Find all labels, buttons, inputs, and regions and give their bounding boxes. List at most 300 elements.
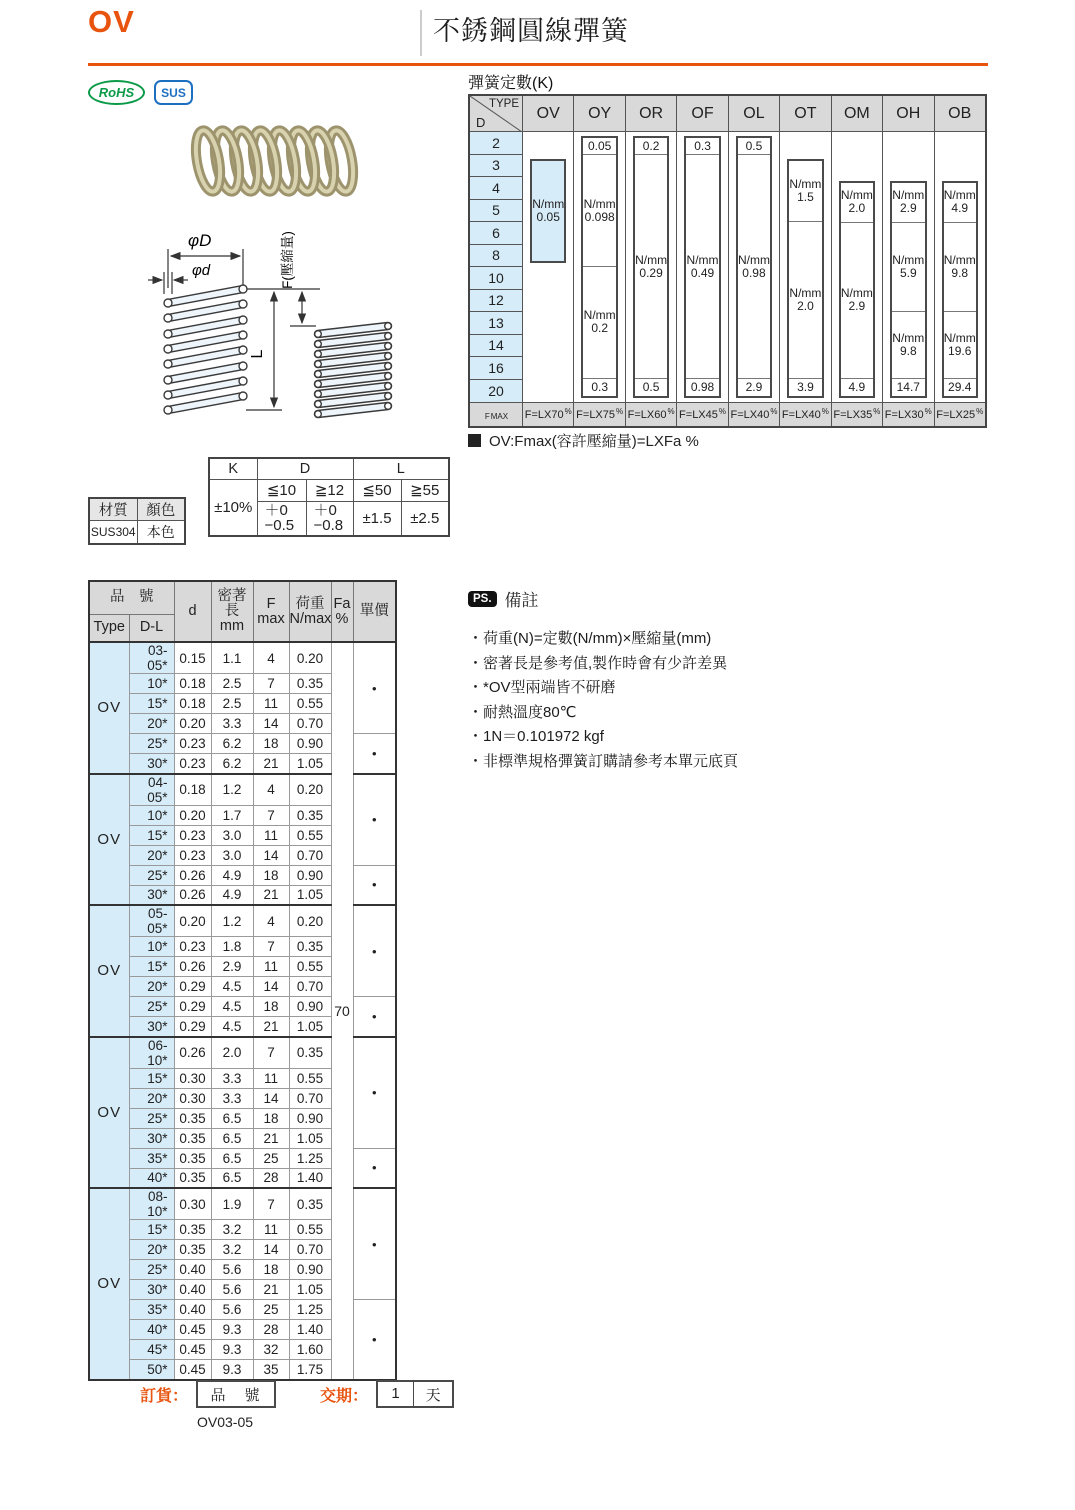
wire-dia-cell: 0.35 xyxy=(174,1148,211,1168)
f-max-cell: 11 xyxy=(253,1068,289,1088)
wire-dia-cell: 0.26 xyxy=(174,957,211,977)
solid-length-cell: 2.5 xyxy=(211,694,253,714)
type-column-ob xyxy=(934,132,985,402)
solid-length-header: 密著長 mm xyxy=(211,581,253,642)
f-max-cell: 11 xyxy=(253,1220,289,1240)
constant-bar-ob xyxy=(942,181,978,398)
wire-dia-cell: 0.18 xyxy=(174,674,211,694)
fmax-footnote-text: OV:Fmax(容許壓縮量)=LXFa % xyxy=(489,433,699,450)
title-divider xyxy=(420,10,422,56)
load-max-cell: 1.05 xyxy=(289,1128,331,1148)
solid-length-cell: 6.5 xyxy=(211,1148,253,1168)
note-item: ・荷重(N)=定數(N/mm)×壓縮量(mm) xyxy=(468,630,712,647)
solid-length-cell: 6.2 xyxy=(211,754,253,774)
compression-label: F(壓縮量) xyxy=(280,231,295,289)
tolerance-table xyxy=(208,457,450,537)
constant-segment: N/mm 2.9 xyxy=(841,222,873,378)
note-item: ・1N＝0.101972 kgf xyxy=(468,728,604,745)
dl-subheader: D-L xyxy=(129,614,174,642)
price-dot-cell: • xyxy=(353,1148,396,1188)
type-column-oh xyxy=(882,132,933,402)
d-value: 3 xyxy=(470,155,522,178)
type-header-om: OM xyxy=(831,96,882,131)
type-subheader: Type xyxy=(89,614,129,642)
wire-dia-cell: 0.23 xyxy=(174,845,211,865)
order-row xyxy=(140,1380,454,1408)
part-number-cell: 30* xyxy=(129,754,174,774)
type-header-oy: OY xyxy=(573,96,624,131)
constant-segment: N/mm 9.8 xyxy=(944,222,976,311)
delivery-box xyxy=(376,1380,454,1408)
wire-dia-cell: 0.23 xyxy=(174,937,211,957)
ps-badge: PS. xyxy=(468,591,497,607)
f-max-cell: 28 xyxy=(253,1168,289,1188)
constant-segment: 0.2 xyxy=(642,138,660,153)
part-number-cell: 15* xyxy=(129,825,174,845)
f-max-cell: 4 xyxy=(253,642,289,674)
fmax-value: F=LX25 % xyxy=(934,403,985,426)
f-max-cell: 14 xyxy=(253,714,289,734)
f-max-cell: 7 xyxy=(253,1188,289,1220)
d-value: 5 xyxy=(470,200,522,223)
load-max-cell: 1.05 xyxy=(289,1280,331,1300)
notes-title: 備註 xyxy=(504,591,539,610)
page-title: 不銹鋼圓線彈簧 xyxy=(433,16,629,46)
part-number-cell: 45* xyxy=(129,1340,174,1360)
d-value: 12 xyxy=(470,290,522,313)
fmax-value: F=LX40 % xyxy=(728,403,779,426)
price-dot-cell: • xyxy=(353,1037,396,1149)
wire-dia-cell: 0.20 xyxy=(174,714,211,734)
load-max-cell: 0.70 xyxy=(289,1240,331,1260)
type-header-ot: OT xyxy=(779,96,830,131)
solid-length-cell: 9.3 xyxy=(211,1320,253,1340)
solid-length-cell: 4.5 xyxy=(211,1017,253,1037)
order-example: OV03-05 xyxy=(197,1414,254,1430)
fmax-value: F=LX40 % xyxy=(779,403,830,426)
part-number-cell: 03-05* xyxy=(129,642,174,674)
f-max-cell: 21 xyxy=(253,885,289,905)
wire-dia-cell: 0.35 xyxy=(174,1240,211,1260)
solid-length-cell: 6.2 xyxy=(211,734,253,754)
f-max-cell: 4 xyxy=(253,774,289,806)
load-max-cell: 0.90 xyxy=(289,1108,331,1128)
constant-segment: N/mm 2.0 xyxy=(789,221,821,377)
type-column-ot xyxy=(779,132,830,402)
constant-segment: N/mm 2.0 xyxy=(840,188,873,216)
solid-length-cell: 1.2 xyxy=(211,905,253,937)
tol-l-value-1: ±1.5 xyxy=(353,501,401,536)
length-label: L xyxy=(249,349,266,359)
f-max-cell: 21 xyxy=(253,1128,289,1148)
load-max-cell: 1.60 xyxy=(289,1340,331,1360)
part-number-cell: 08-10* xyxy=(129,1188,174,1220)
load-max-cell: 1.25 xyxy=(289,1300,331,1320)
price-dot-cell: • xyxy=(353,905,396,997)
load-max-cell: 0.90 xyxy=(289,997,331,1017)
tol-l-cond-2: ≧55 xyxy=(401,479,449,501)
product-table xyxy=(88,580,397,1381)
price-dot-cell: • xyxy=(353,774,396,866)
part-number-cell: 15* xyxy=(129,957,174,977)
corner-d-label: D xyxy=(476,115,486,130)
wire-dia-cell: 0.29 xyxy=(174,977,211,997)
rohs-badge: RoHS xyxy=(88,80,145,105)
constant-bar-oh xyxy=(890,181,926,398)
type-cell: OV xyxy=(89,1188,129,1380)
solid-length-cell: 4.9 xyxy=(211,865,253,885)
type-header-ob: OB xyxy=(934,96,985,131)
constant-segment: N/mm 1.5 xyxy=(789,176,822,204)
f-max-cell: 21 xyxy=(253,1280,289,1300)
type-header-ol: OL xyxy=(728,96,779,131)
spring-constant-body xyxy=(470,132,985,402)
part-number-cell: 25* xyxy=(129,997,174,1017)
constant-bar-om xyxy=(839,181,875,398)
load-max-cell: 1.05 xyxy=(289,754,331,774)
constant-segment: N/mm 0.098 xyxy=(583,154,615,266)
wire-dia-cell: 0.18 xyxy=(174,774,211,806)
delivery-days: 1 xyxy=(378,1382,414,1406)
constant-segment: N/mm 2.9 xyxy=(892,188,925,216)
f-max-cell: 35 xyxy=(253,1360,289,1380)
wire-dia-cell: 0.45 xyxy=(174,1340,211,1360)
part-number-cell: 20* xyxy=(129,977,174,997)
load-max-cell: 1.75 xyxy=(289,1360,331,1380)
wire-dia-header: d xyxy=(174,581,211,642)
f-max-cell: 14 xyxy=(253,1240,289,1260)
constant-segment: 0.05 xyxy=(587,138,612,153)
solid-length-cell: 2.0 xyxy=(211,1037,253,1069)
wire-dia-cell: 0.35 xyxy=(174,1220,211,1240)
part-number-cell: 25* xyxy=(129,865,174,885)
part-number-cell: 25* xyxy=(129,1260,174,1280)
fmax-value: F=LX45 % xyxy=(676,403,727,426)
fa-percent-cell: 70 xyxy=(331,642,353,1380)
part-number-cell: 04-05* xyxy=(129,774,174,806)
constant-segment: N/mm 0.2 xyxy=(583,266,615,378)
load-max-cell: 0.55 xyxy=(289,1220,331,1240)
wire-dia-cell: 0.29 xyxy=(174,1017,211,1037)
constant-bar-ot xyxy=(787,159,823,399)
note-item: ・耐熱溫度80℃ xyxy=(468,703,577,721)
f-max-cell: 11 xyxy=(253,825,289,845)
solid-length-cell: 5.6 xyxy=(211,1260,253,1280)
f-max-cell: 18 xyxy=(253,734,289,754)
load-max-cell: 0.70 xyxy=(289,977,331,997)
spring-constant-header xyxy=(470,96,985,132)
load-max-cell: 0.55 xyxy=(289,825,331,845)
table-row xyxy=(89,642,396,674)
part-number-cell: 15* xyxy=(129,1068,174,1088)
part-number-cell: 05-05* xyxy=(129,905,174,937)
f-max-cell: 7 xyxy=(253,674,289,694)
tol-d-value-1: ＋0 −0.5 xyxy=(257,501,306,536)
note-item: ・密著長是參考值,製作時會有少許差異 xyxy=(468,654,728,672)
f-header: F max xyxy=(253,581,289,642)
wire-dia-cell: 0.20 xyxy=(174,805,211,825)
f-max-cell: 7 xyxy=(253,805,289,825)
fmax-footnote xyxy=(468,430,699,451)
wire-dia-cell: 0.40 xyxy=(174,1280,211,1300)
solid-length-cell: 5.6 xyxy=(211,1280,253,1300)
solid-length-cell: 3.0 xyxy=(211,825,253,845)
d-value: 13 xyxy=(470,312,522,335)
type-column-of xyxy=(676,132,727,402)
load-max-cell: 0.90 xyxy=(289,1260,331,1280)
constant-segment: 0.98 xyxy=(686,378,718,396)
wire-dia-cell: 0.40 xyxy=(174,1260,211,1280)
part-number-cell: 30* xyxy=(129,1128,174,1148)
price-dot-cell: • xyxy=(353,1188,396,1300)
wire-dia-cell: 0.35 xyxy=(174,1108,211,1128)
wire-dia-cell: 0.23 xyxy=(174,754,211,774)
f-max-cell: 18 xyxy=(253,1108,289,1128)
load-max-cell: 1.40 xyxy=(289,1320,331,1340)
part-number-cell: 06-10* xyxy=(129,1037,174,1069)
constant-segment: 2.9 xyxy=(738,378,770,396)
part-number-cell: 20* xyxy=(129,1088,174,1108)
load-max-cell: 0.55 xyxy=(289,1068,331,1088)
load-max-cell: 0.55 xyxy=(289,957,331,977)
constant-segment: N/mm 5.9 xyxy=(892,222,924,311)
constant-bar-of xyxy=(684,136,720,398)
tol-k-value: ±10% xyxy=(209,479,257,536)
load-max-cell: 0.35 xyxy=(289,937,331,957)
fmax-value: F=LX75 % xyxy=(573,403,624,426)
fmax-value: F=LX30 % xyxy=(882,403,933,426)
load-max-cell: 0.20 xyxy=(289,774,331,806)
type-column-ol xyxy=(728,132,779,402)
wire-dia-cell: 0.26 xyxy=(174,865,211,885)
d-value: 10 xyxy=(470,267,522,290)
constant-segment: N/mm 0.49 xyxy=(686,154,718,377)
wire-dia-cell: 0.30 xyxy=(174,1188,211,1220)
part-number-cell: 50* xyxy=(129,1360,174,1380)
constant-bar-ov xyxy=(530,159,566,264)
notes-section xyxy=(468,586,888,774)
type-column-ov xyxy=(522,132,573,402)
solid-length-cell: 1.8 xyxy=(211,937,253,957)
part-number-cell: 25* xyxy=(129,1108,174,1128)
part-number-cell: 40* xyxy=(129,1168,174,1188)
wire-dia-cell: 0.20 xyxy=(174,905,211,937)
solid-length-cell: 3.2 xyxy=(211,1220,253,1240)
part-number-cell: 15* xyxy=(129,1220,174,1240)
part-number-cell: 25* xyxy=(129,734,174,754)
d-value: 8 xyxy=(470,245,522,268)
part-number-cell: 10* xyxy=(129,674,174,694)
load-max-cell: 1.25 xyxy=(289,1148,331,1168)
wire-dia-cell: 0.15 xyxy=(174,642,211,674)
solid-length-cell: 4.9 xyxy=(211,885,253,905)
wire-dia-cell: 0.23 xyxy=(174,734,211,754)
wire-dia-cell: 0.26 xyxy=(174,885,211,905)
f-max-cell: 7 xyxy=(253,1037,289,1069)
sus-badge: SUS xyxy=(154,80,193,105)
type-cell: OV xyxy=(89,905,129,1037)
wire-dia-cell: 0.35 xyxy=(174,1128,211,1148)
tol-l-header: L xyxy=(353,458,449,479)
wire-dia-cell: 0.30 xyxy=(174,1088,211,1108)
constant-segment: N/mm 9.8 xyxy=(892,311,924,378)
part-number-box: 品 號 xyxy=(196,1380,276,1408)
type-header-of: OF xyxy=(676,96,727,131)
d-value: 14 xyxy=(470,335,522,358)
part-number-cell: 30* xyxy=(129,1280,174,1300)
spring-constant-title: 彈簧定數(K) xyxy=(468,75,554,92)
material-table xyxy=(88,497,186,545)
type-cell: OV xyxy=(89,774,129,906)
spring-constant-table xyxy=(468,94,987,428)
constant-segment: 29.4 xyxy=(944,378,976,396)
wire-dia-cell: 0.26 xyxy=(174,1037,211,1069)
spring-diagram xyxy=(140,218,425,423)
f-max-cell: 28 xyxy=(253,1320,289,1340)
solid-length-cell: 3.3 xyxy=(211,714,253,734)
wire-dia-cell: 0.45 xyxy=(174,1360,211,1380)
order-label: 訂貨： xyxy=(140,1387,189,1405)
constant-segment: N/mm 0.29 xyxy=(635,154,667,377)
delivery-unit: 天 xyxy=(425,1386,441,1404)
wire-dia-cell: 0.23 xyxy=(174,825,211,845)
constant-segment: 0.3 xyxy=(583,378,615,396)
solid-length-cell: 3.3 xyxy=(211,1068,253,1088)
part-number-cell: 35* xyxy=(129,1300,174,1320)
f-max-cell: 25 xyxy=(253,1300,289,1320)
constant-segment: 0.5 xyxy=(635,378,667,396)
d-value: 20 xyxy=(470,380,522,403)
solid-length-cell: 1.7 xyxy=(211,805,253,825)
constant-segment: N/mm 0.05 xyxy=(532,196,565,224)
f-max-cell: 25 xyxy=(253,1148,289,1168)
part-number-cell: 10* xyxy=(129,805,174,825)
type-header-oh: OH xyxy=(882,96,933,131)
f-max-cell: 11 xyxy=(253,694,289,714)
solid-length-cell: 1.1 xyxy=(211,642,253,674)
load-max-cell: 0.35 xyxy=(289,1188,331,1220)
load-max-cell: 1.05 xyxy=(289,1017,331,1037)
load-header: 荷重 N/max xyxy=(289,581,331,642)
solid-length-cell: 1.9 xyxy=(211,1188,253,1220)
tol-d-header: D xyxy=(257,458,353,479)
solid-length-cell: 1.2 xyxy=(211,774,253,806)
solid-length-cell: 9.3 xyxy=(211,1360,253,1380)
load-max-cell: 0.90 xyxy=(289,865,331,885)
solid-length-cell: 3.2 xyxy=(211,1240,253,1260)
square-bullet-icon xyxy=(468,434,481,447)
price-dot-cell: • xyxy=(353,865,396,905)
wire-dia-label: φd xyxy=(192,262,211,279)
color-value: 本色 xyxy=(137,521,185,544)
part-no-header: 品 號 xyxy=(89,581,174,614)
type-header-row xyxy=(522,96,985,131)
tol-k-header: K xyxy=(209,458,257,479)
f-max-cell: 14 xyxy=(253,977,289,997)
d-value: 2 xyxy=(470,132,522,155)
load-max-cell: 0.35 xyxy=(289,674,331,694)
solid-length-cell: 6.5 xyxy=(211,1168,253,1188)
solid-length-cell: 4.5 xyxy=(211,997,253,1017)
f-max-cell: 18 xyxy=(253,865,289,885)
d-value: 6 xyxy=(470,222,522,245)
load-max-cell: 0.70 xyxy=(289,714,331,734)
price-dot-cell: • xyxy=(353,1300,396,1380)
f-max-cell: 18 xyxy=(253,1260,289,1280)
fmax-value: F=LX70 % xyxy=(522,403,573,426)
load-max-cell: 0.70 xyxy=(289,845,331,865)
outer-dia-label: φD xyxy=(188,231,212,250)
price-dot-cell: • xyxy=(353,642,396,734)
delivery-label: 交期： xyxy=(320,1387,369,1405)
load-max-cell: 0.70 xyxy=(289,1088,331,1108)
type-column-om xyxy=(831,132,882,402)
constant-bar-oy xyxy=(581,136,617,398)
part-number-cell: 10* xyxy=(129,937,174,957)
constant-segment: 3.9 xyxy=(789,378,821,396)
part-number-cell: 40* xyxy=(129,1320,174,1340)
solid-length-cell: 3.3 xyxy=(211,1088,253,1108)
part-number-cell: 20* xyxy=(129,714,174,734)
load-max-cell: 0.20 xyxy=(289,905,331,937)
solid-length-cell: 2.9 xyxy=(211,957,253,977)
part-number-cell: 30* xyxy=(129,1017,174,1037)
type-cell: OV xyxy=(89,642,129,774)
note-item: ・*OV型兩端皆不研磨 xyxy=(468,679,616,696)
f-max-cell: 21 xyxy=(253,754,289,774)
note-item: ・非標準規格彈簧訂購請參考本單元底頁 xyxy=(468,752,739,770)
corner-type-label: TYPE xyxy=(488,98,519,110)
f-max-cell: 21 xyxy=(253,1017,289,1037)
tol-d-value-2: ＋0 −0.8 xyxy=(306,501,353,536)
f-max-cell: 18 xyxy=(253,997,289,1017)
part-number-cell: 20* xyxy=(129,1240,174,1260)
wire-dia-cell: 0.45 xyxy=(174,1320,211,1340)
solid-length-cell: 3.0 xyxy=(211,845,253,865)
solid-length-cell: 2.5 xyxy=(211,674,253,694)
part-number-cell: 15* xyxy=(129,694,174,714)
type-cell: OV xyxy=(89,1037,129,1189)
d-value: 4 xyxy=(470,177,522,200)
material-value: SUS304 xyxy=(89,521,137,544)
price-dot-cell: • xyxy=(353,997,396,1037)
fmax-value: F=LX35 % xyxy=(831,403,882,426)
solid-length-cell: 4.5 xyxy=(211,977,253,997)
series-code: OV xyxy=(88,4,135,39)
tol-d-cond-2: ≧12 xyxy=(306,479,353,501)
load-max-cell: 1.40 xyxy=(289,1168,331,1188)
load-max-cell: 0.20 xyxy=(289,642,331,674)
part-number-cell: 30* xyxy=(129,885,174,905)
type-column-or xyxy=(625,132,676,402)
type-column-oy xyxy=(573,132,624,402)
constant-bar-ol xyxy=(736,136,772,398)
spring-photo xyxy=(188,118,360,204)
wire-dia-cell: 0.35 xyxy=(174,1168,211,1188)
f-max-cell: 11 xyxy=(253,957,289,977)
solid-length-cell: 9.3 xyxy=(211,1340,253,1360)
wire-dia-cell: 0.18 xyxy=(174,694,211,714)
fa-header: Fa % xyxy=(331,581,353,642)
constant-segment: 0.5 xyxy=(745,138,763,153)
f-max-cell: 32 xyxy=(253,1340,289,1360)
fmax-value: F=LX60 % xyxy=(625,403,676,426)
wire-dia-cell: 0.29 xyxy=(174,997,211,1017)
constant-bar-or xyxy=(633,136,669,398)
load-max-cell: 1.05 xyxy=(289,885,331,905)
load-max-cell: 0.90 xyxy=(289,734,331,754)
material-header: 材質 xyxy=(89,498,137,521)
